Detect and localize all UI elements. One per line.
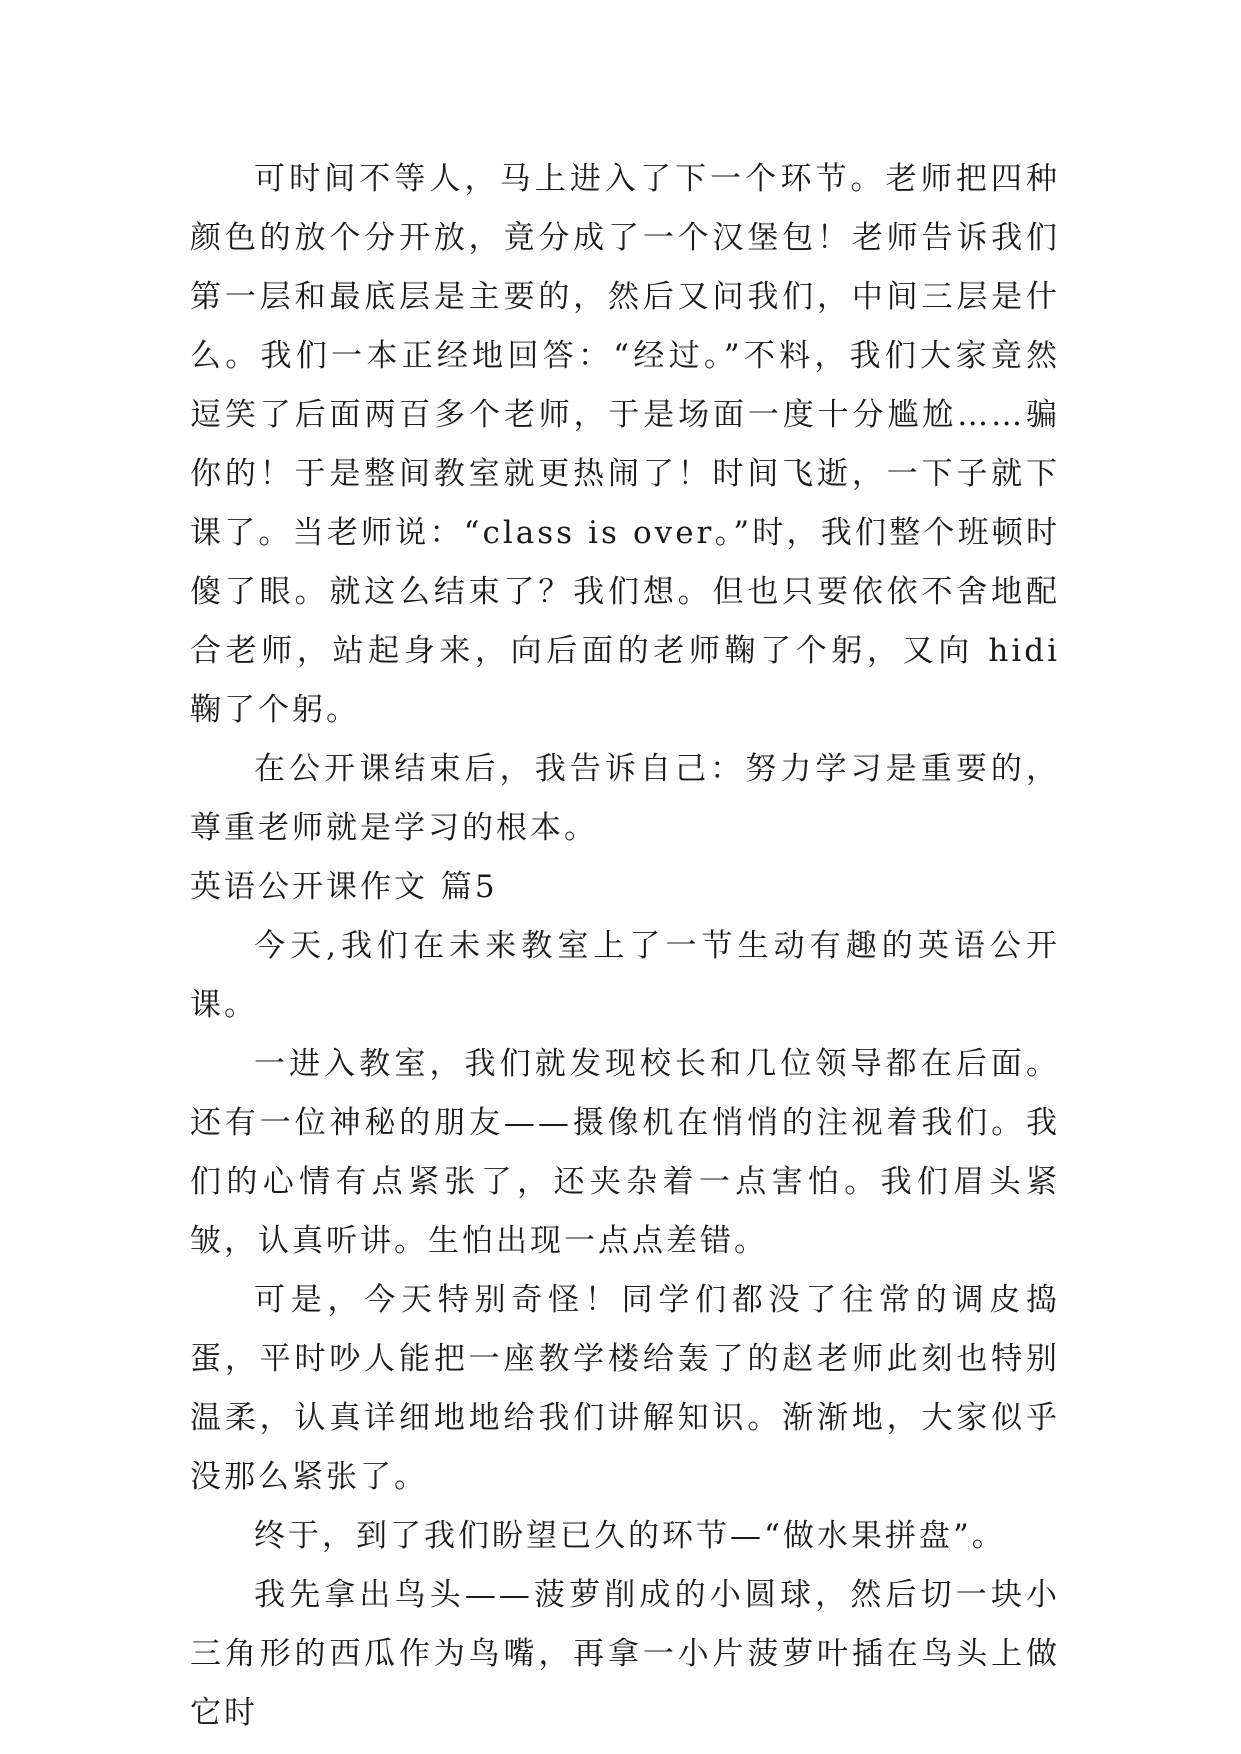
paragraph: 终于，到了我们盼望已久的环节—“做水果拼盘”。	[254, 1518, 1006, 1554]
paragraph: 可是，今天特别奇怪！同学们都没了往常的调皮捣蛋，平时吵人能把一座教学楼给轰了的赵老师此刻也特别温柔，认真详细地地给我们讲解知识。渐渐地，大家似乎没那么紧张了。	[190, 1282, 1060, 1495]
paragraph: 一进入教室，我们就发现校长和几位领导都在后面。还有一位神秘的朋友——摄像机在悄悄的注视着我们。我们的心情有点紧张了，还夹杂着一点害怕。我们眉头紧皱，认真听讲。生怕出现一点点差错。	[190, 1046, 1060, 1259]
paragraph: 可时间不等人，马上进入了下一个环节。老师把四种颜色的放个分开放，竟分成了一个汉堡包！老师告诉我们第一层和最底层是主要的，然后又问我们，中间三层是什么。我们一本正经地回答：“经过。”不料，我们大家竟然逗笑了后面两百多个老师，于是场面一度十分尴尬……骗你的！于是整间教室就更热闹了！时间飞逝，一下子就下课了。当老师说：“class is over。”时，我们整个班顿时傻了眼。就这么结束了？我们想。但也只要依依不舍地配合老师，站起身来，向后面的老师鞠了个躬，又向 hidi 鞠了个躬。	[190, 161, 1060, 728]
section-title: 英语公开课作文 篇5	[190, 869, 498, 905]
document-page	[190, 150, 1060, 1743]
paragraph: 在公开课结束后，我告诉自己：努力学习是重要的，尊重老师就是学习的根本。	[190, 751, 1060, 846]
paragraph: 今天,我们在未来教室上了一节生动有趣的英语公开课。	[190, 928, 1060, 1023]
paragraph: 我先拿出鸟头——菠萝削成的小圆球，然后切一块小三角形的西瓜作为鸟嘴，再拿一小片菠萝叶插在鸟头上做它时	[190, 1577, 1060, 1731]
